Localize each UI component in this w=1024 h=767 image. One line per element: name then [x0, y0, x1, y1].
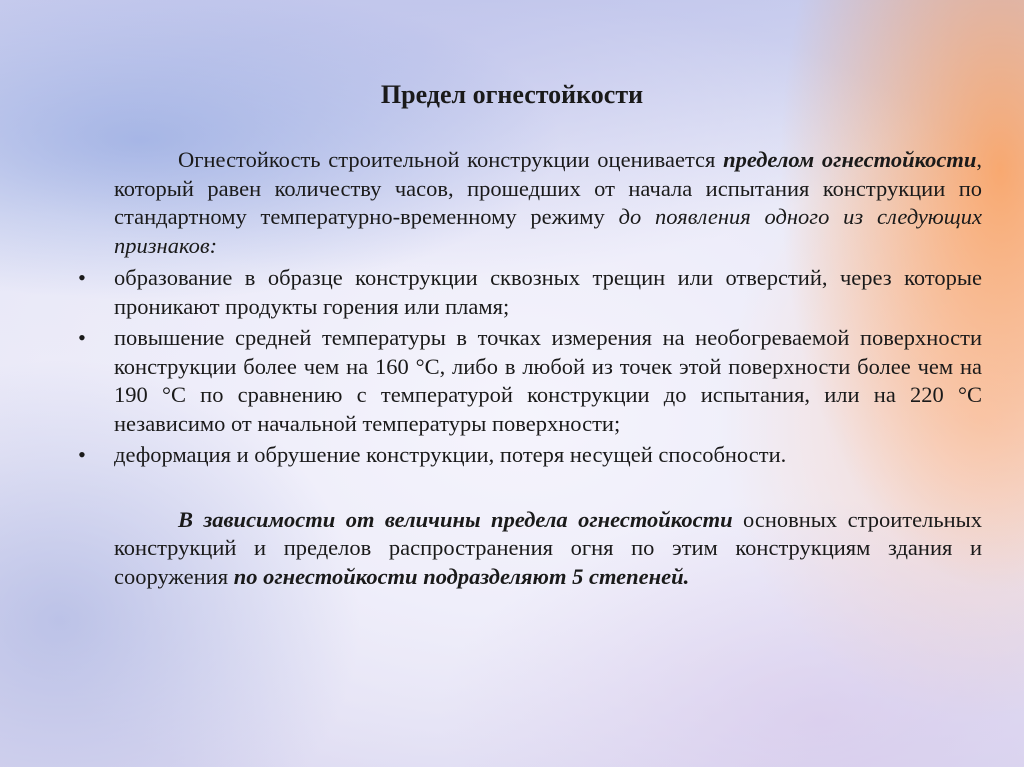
- bullet-icon: •: [78, 265, 86, 290]
- list-item-text: деформация и обрушение конструкции, потеря несущей способности.: [114, 442, 787, 467]
- conclusion-bold-2: по огнестойкости подразделяют 5 степеней.: [233, 563, 690, 589]
- intro-paragraph: [78, 146, 982, 260]
- bullet-icon: •: [78, 442, 86, 467]
- intro-term: пределом огнестойкости: [723, 147, 977, 172]
- list-item-text: повышение средней температуры в точках измерения на необогреваемой поверхности конструкции более чем на 160 °С, либо в любой из точек этой поверхности более чем на 190 °С по сравнению с температурой конструкции до испытания, или на 220 °С независимо от начальной температуры поверхности;: [114, 325, 982, 436]
- slide-content: [78, 146, 982, 591]
- conclusion-text: основных строительных конструкций и пределов распространения огня по этим конструкциям здания и сооружения: [114, 506, 982, 589]
- conclusion-paragraph: [78, 506, 982, 592]
- bullet-icon: •: [78, 325, 86, 350]
- intro-italic: до появления одного из следующих признаков:: [114, 204, 982, 258]
- list-item: [78, 324, 982, 438]
- intro-text-1: Огнестойкость строительной конструкции оценивается: [178, 147, 724, 172]
- conclusion-bold-1: В зависимости от величины предела огнестойкости: [178, 506, 733, 532]
- slide-title: Предел огнестойкости: [380, 80, 644, 109]
- list-item: [78, 441, 982, 470]
- list-item-text: образование в образце конструкции сквозных трещин или отверстий, через которые проникают продукты горения или пламя;: [114, 265, 982, 319]
- intro-text-2: , который равен количеству часов, прошедших от начала испытания конструкции по стандартному температурно-временному режиму: [114, 147, 982, 229]
- criteria-list: [78, 264, 982, 470]
- list-item: [78, 264, 982, 321]
